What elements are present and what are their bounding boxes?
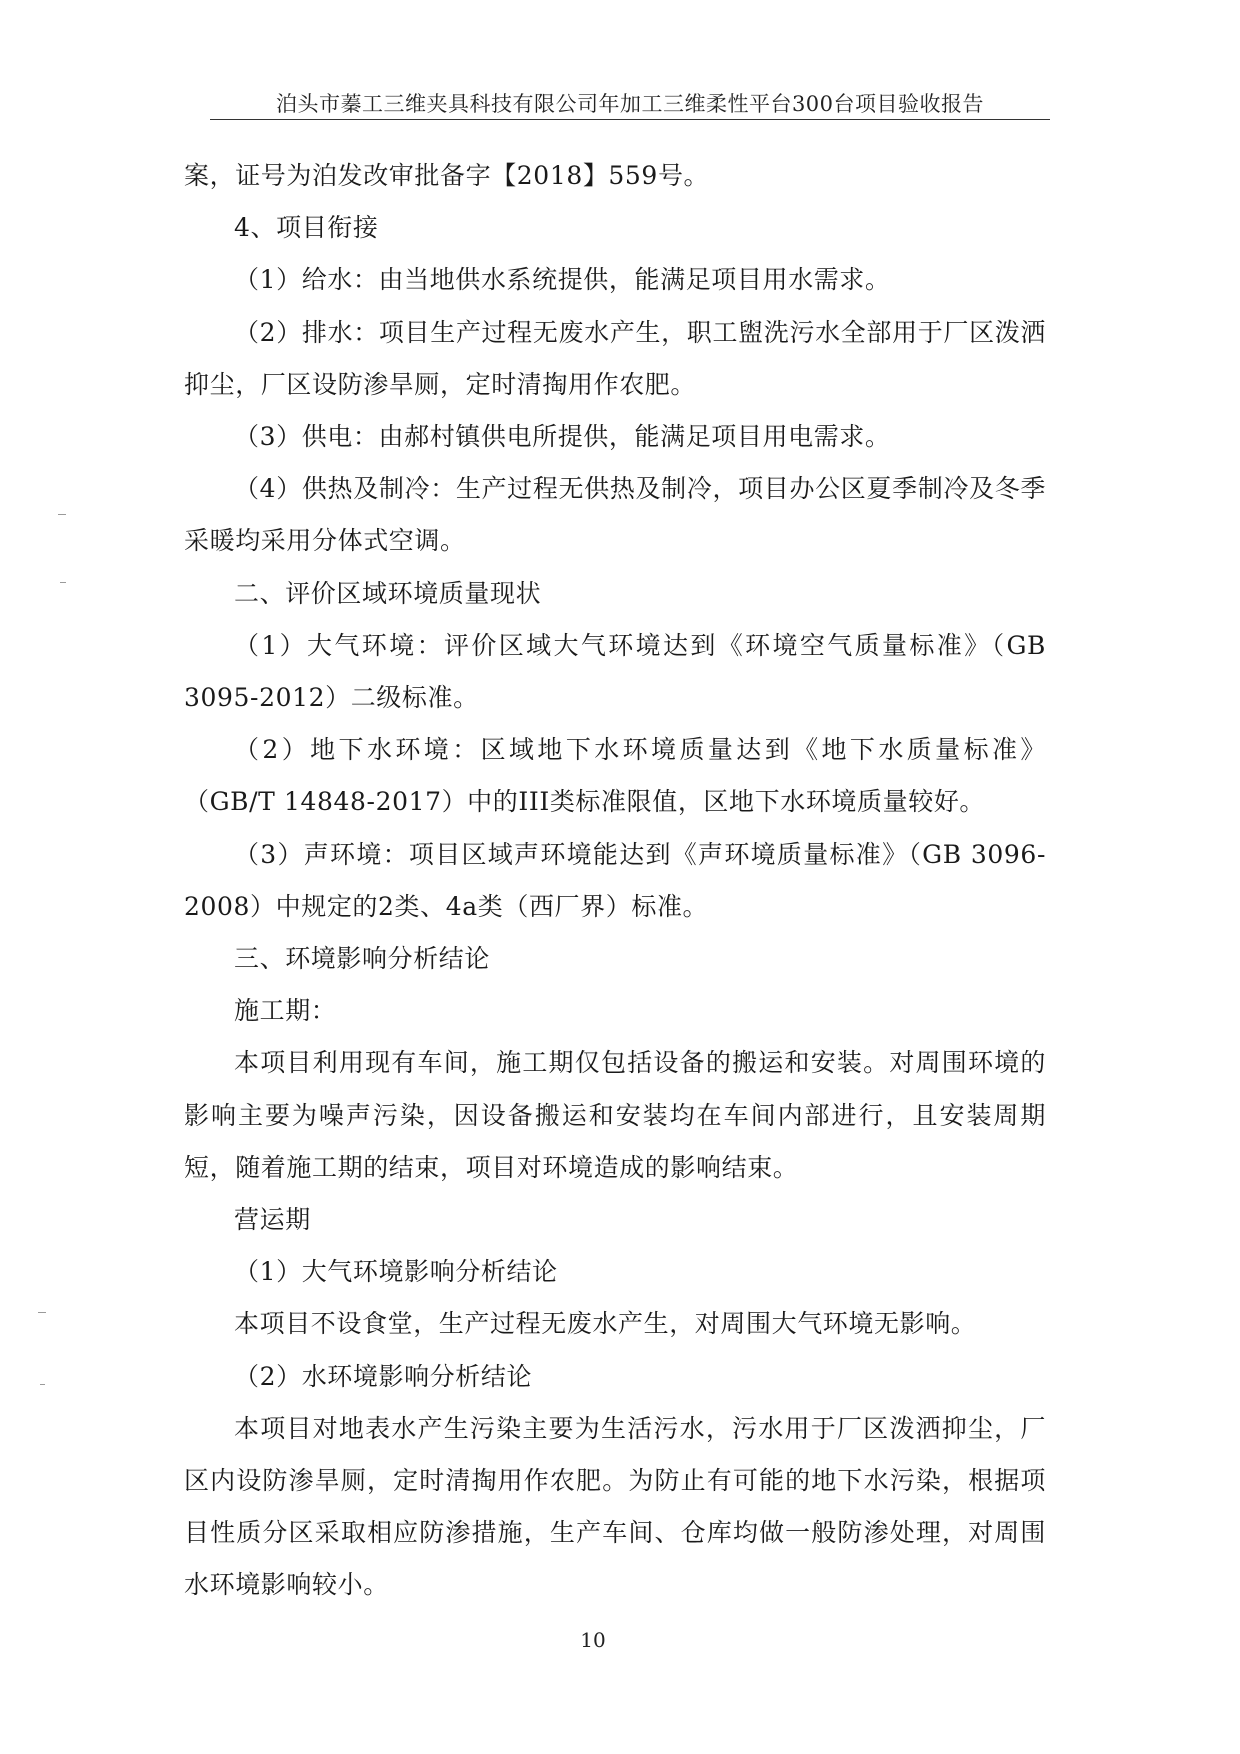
paragraph-continuation: 案，证号为泊发改审批备字【2018】559号。	[184, 161, 710, 190]
scan-speck	[60, 582, 66, 583]
paragraph-construction-impact: 本项目利用现有车间，施工期仅包括设备的搬运和安装。对周围环境的影响主要为噪声污染，因设备搬运和安装均在车间内部进行，且安装周期短，随着施工期的结束，项目对环境造成的影响结束。	[184, 1048, 1046, 1182]
paragraph-drainage: （2）排水：项目生产过程无废水产生，职工盥洗污水全部用于厂区泼洒抑尘，厂区设防渗旱厕，定时清掏用作农肥。	[184, 317, 1046, 399]
subheading-operation-period: 营运期	[234, 1205, 311, 1235]
section-heading-project-connection: 4、项目衔接	[234, 213, 379, 243]
paragraph-heating-cooling: （4）供热及制冷：生产过程无供热及制冷，项目办公区夏季制冷及冬季采暖均采用分体式空调。	[184, 474, 1046, 556]
subheading-air-impact: （1）大气环境影响分析结论	[234, 1257, 558, 1287]
document-body	[184, 150, 1046, 1612]
section-heading-environment-status: 二、评价区域环境质量现状	[234, 578, 542, 608]
page-header: 泊头市蓁工三维夹具科技有限公司年加工三维柔性平台300台项目验收报告	[275, 92, 985, 116]
subheading-construction-period: 施工期：	[234, 996, 337, 1026]
paragraph-water-supply: （1）给水：由当地供水系统提供，能满足项目用水需求。	[234, 265, 891, 295]
scan-speck	[38, 1312, 46, 1313]
paragraph-groundwater-environment: （2）地下水环境：区域地下水环境质量达到《地下水质量标准》（GB/T 14848-2017）中的III类标准限值，区地下水环境质量较好。	[184, 735, 1046, 817]
header-divider	[210, 119, 1050, 120]
paragraph-air-impact: 本项目不设食堂，生产过程无废水产生，对周围大气环境无影响。	[234, 1309, 977, 1339]
paragraph-air-environment: （1）大气环境：评价区域大气环境达到《环境空气质量标准》（GB 3095-2012）二级标准。	[184, 630, 1046, 713]
section-heading-impact-conclusion: 三、环境影响分析结论	[234, 944, 491, 974]
page-number: 10	[580, 1628, 606, 1652]
paragraph-power-supply: （3）供电：由郝村镇供电所提供，能满足项目用电需求。	[234, 422, 891, 452]
paragraph-water-impact: 本项目对地表水产生污染主要为生活污水，污水用于厂区泼洒抑尘，厂区内设防渗旱厕，定时清掏用作农肥。为防止有可能的地下水污染，根据项目性质分区采取相应防渗措施，生产车间、仓库均做一般防渗处理，对周围水环境影响较小。	[184, 1413, 1046, 1600]
scan-speck	[40, 1384, 45, 1385]
paragraph-acoustic-environment: （3）声环境：项目区域声环境能达到《声环境质量标准》（GB 3096-2008）中规定的2类、4a类（西厂界）标准。	[184, 839, 1046, 921]
subheading-water-impact: （2）水环境影响分析结论	[234, 1361, 533, 1391]
scan-speck	[58, 514, 66, 515]
